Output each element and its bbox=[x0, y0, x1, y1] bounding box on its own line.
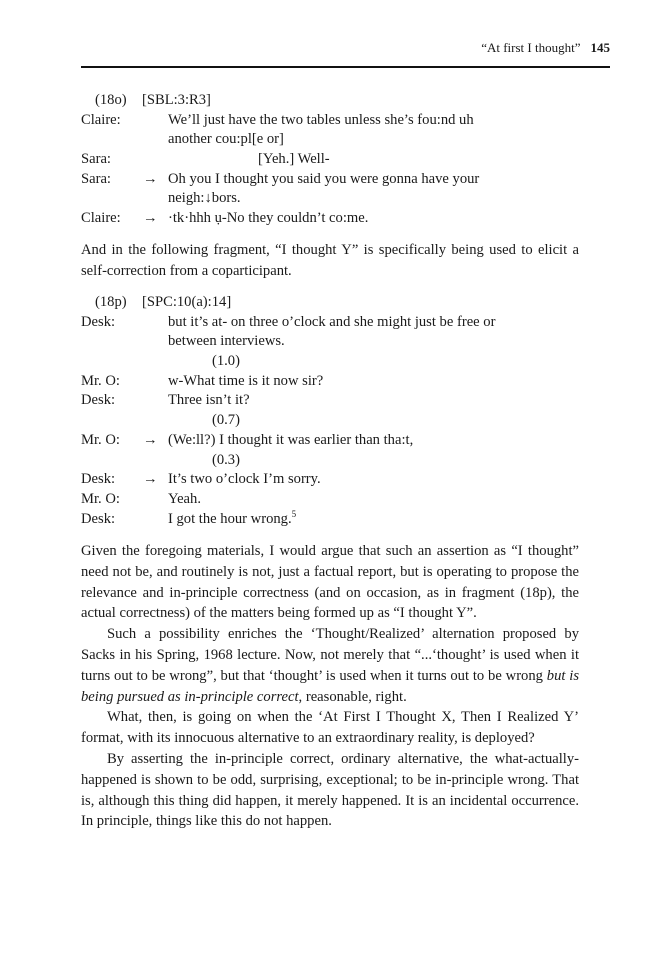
bridge-paragraph bbox=[81, 240, 579, 282]
transcript-line bbox=[81, 411, 601, 431]
speaker: Mr. O: bbox=[81, 490, 120, 507]
arrow-icon: → bbox=[143, 431, 158, 448]
paragraph: What, then, is going on when the ‘At First I Thought X, Then I Realized Y’ format, with its innocuous alternative to an extraordinary reality, is deployed? bbox=[81, 709, 579, 747]
utterance: ·tk·hhh ụ-No they couldn’t co:me. bbox=[168, 210, 369, 227]
pause-duration: (0.7) bbox=[212, 412, 240, 429]
transcript-line bbox=[81, 130, 601, 150]
footnote-marker: 5 bbox=[291, 508, 297, 519]
transcript-18p bbox=[81, 293, 601, 529]
speaker: Claire: bbox=[81, 111, 121, 128]
speaker: Mr. O: bbox=[81, 372, 120, 389]
pause-duration: (1.0) bbox=[212, 353, 240, 370]
utterance: We’ll just have the two tables unless she’s fou:nd uh bbox=[168, 111, 474, 128]
transcript-line bbox=[81, 332, 601, 352]
paragraph-text: , reasonable, right. bbox=[298, 688, 407, 705]
utterance: w-What time is it now sir? bbox=[168, 372, 324, 389]
paragraph-text: Such a possibility enriches the ‘Thought/Realized’ alternation proposed by Sacks in his Spring, 1968 lecture. Now, not merely that “...‘thought’ is used when it turns out to be wrong”, but that ‘thought’ is used when it turns out to be wrong bbox=[81, 626, 579, 684]
utterance: but it’s at- on three o’clock and she might just be free or bbox=[168, 313, 496, 330]
page-number: 145 bbox=[590, 40, 610, 55]
example-label: (18o) bbox=[95, 92, 127, 108]
transcript-line bbox=[81, 170, 601, 190]
body-text bbox=[81, 541, 579, 832]
transcript-line bbox=[81, 451, 601, 471]
example-source: [SBL:3:R3] bbox=[142, 92, 211, 108]
transcript-heading bbox=[81, 91, 601, 111]
utterance bbox=[168, 510, 296, 530]
pause-duration: (0.3) bbox=[212, 451, 240, 468]
utterance: Yeah. bbox=[168, 490, 201, 507]
utterance: [Yeh.] Well- bbox=[258, 151, 330, 168]
paragraph: And in the following fragment, “I thought Y” is specifically being used to elicit a self-correction from a coparticipant. bbox=[81, 242, 579, 279]
transcript-line bbox=[81, 490, 601, 510]
paragraph: Given the foregoing materials, I would argue that such an assertion as “I thought” need not be, and routinely is not, just a factual report, but is operating to propose the relevance and in-principle correctness (and on occasion, as in fragment (18p), the actual correctness) of the matters being formed up as “I thought Y”. bbox=[81, 543, 579, 622]
utterance-text: I got the hour wrong. bbox=[168, 510, 292, 527]
speaker: Desk: bbox=[81, 392, 116, 409]
utterance: Oh you I thought you said you were gonna have your bbox=[168, 170, 480, 187]
transcript-line bbox=[81, 470, 601, 490]
emphasis-text: but is being pursued as in-principle correct bbox=[81, 667, 580, 705]
transcript-line bbox=[81, 189, 601, 209]
arrow-icon: → bbox=[143, 210, 158, 227]
paragraph: By asserting the in-principle correct, ordinary alternative, the what-actually-happened is shown to be odd, surprising, exceptional; to be in-principle wrong. That is, although this thing did happen, it merely happened. It is an incidental occurrence. In principle, things like this do not happen. bbox=[81, 750, 579, 830]
speaker: Mr. O: bbox=[81, 431, 120, 448]
utterance: neigh:↓bors. bbox=[168, 190, 241, 207]
transcript-line bbox=[81, 313, 601, 333]
arrow-icon: → bbox=[143, 471, 158, 488]
utterance: (We:ll?) I thought it was earlier than tha:t, bbox=[168, 431, 414, 448]
transcript-line bbox=[81, 111, 601, 131]
speaker: Sara: bbox=[81, 151, 111, 168]
transcript-line bbox=[81, 352, 601, 372]
speaker: Sara: bbox=[81, 170, 111, 187]
transcript-18o bbox=[81, 91, 601, 229]
speaker: Desk: bbox=[81, 471, 116, 488]
transcript-line bbox=[81, 431, 601, 451]
running-header bbox=[81, 40, 610, 68]
transcript-line bbox=[81, 510, 601, 530]
transcript-line bbox=[81, 391, 601, 411]
transcript-line bbox=[81, 150, 601, 170]
arrow-icon: → bbox=[143, 170, 158, 187]
utterance: another cou:pl[e or] bbox=[168, 131, 284, 148]
transcript-line bbox=[81, 209, 601, 229]
utterance: between interviews. bbox=[168, 333, 285, 350]
speaker: Desk: bbox=[81, 313, 116, 330]
example-source: [SPC:10(a):14] bbox=[142, 294, 232, 310]
utterance: Three isn’t it? bbox=[168, 392, 250, 409]
speaker: Desk: bbox=[81, 510, 116, 527]
example-label: (18p) bbox=[95, 294, 127, 310]
transcript-line bbox=[81, 372, 601, 392]
utterance: It’s two o’clock I’m sorry. bbox=[168, 471, 321, 488]
paragraph bbox=[81, 624, 579, 707]
transcript-heading bbox=[81, 293, 601, 313]
running-title: “At first I thought” bbox=[481, 40, 581, 55]
speaker: Claire: bbox=[81, 210, 121, 227]
